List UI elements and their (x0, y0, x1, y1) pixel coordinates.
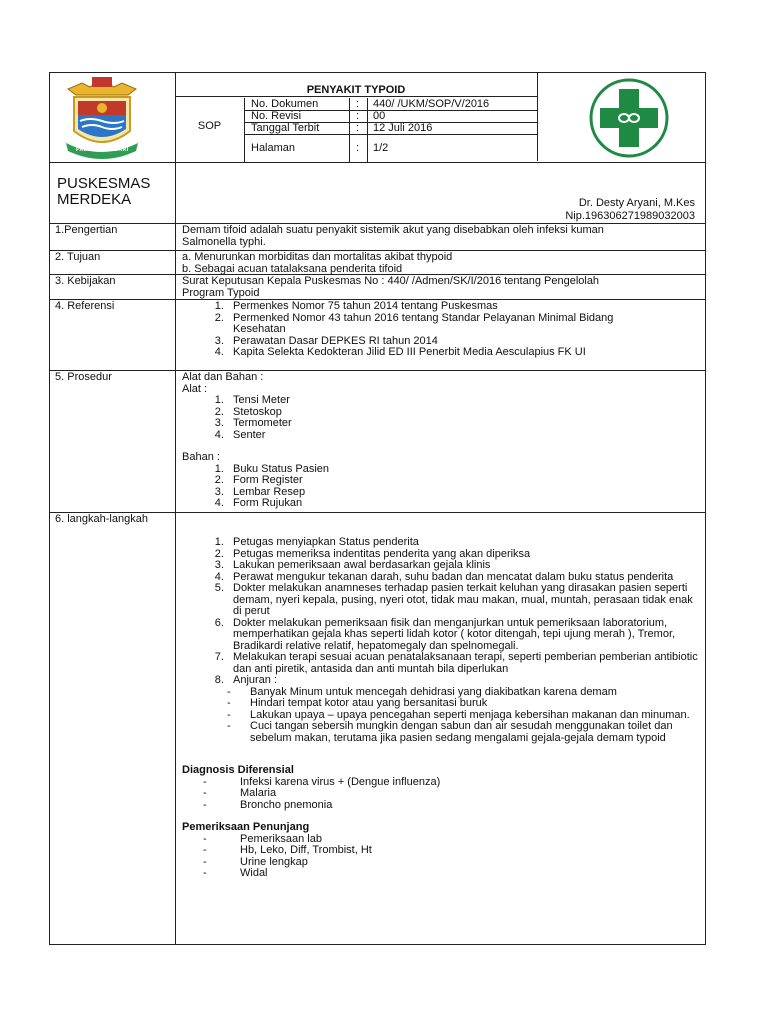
row-kebijakan (49, 275, 706, 300)
list-item: 5. Dokter melakukan anamneses terhadap pasien terkait keluhan yang dirasakan pasien seperti demam, nyeri kepala, pusing, nyeri otot, tidak mau makan, mual, muntah, perasaan tidak enak di perut (227, 583, 699, 618)
list-item: - Hindari tempat kotor atau yang bersanitasi buruk (182, 698, 699, 710)
list-item: 3. Termometer (227, 418, 699, 430)
prosedur-heading: Alat dan Bahan : (182, 371, 264, 383)
list-item: 4. Kapita Selekta Kedokteran Jilid ED III Penerbit Media Aesculapius FK UI (227, 347, 659, 359)
row-content (176, 513, 705, 944)
signatory-name: Dr. Desty Aryani, M.Kes (578, 197, 695, 209)
meta-label-revisi: No. Revisi (251, 110, 302, 122)
list-item: - Lakukan upaya – upaya pencegahan seperti menjaga kebersihan makanan dan minuman. (182, 710, 699, 722)
list-item: - Infeksi karena virus + (Dengue influenza) (182, 777, 699, 789)
row-langkah (49, 513, 706, 945)
meta-sep: : (356, 110, 360, 122)
row-content (176, 251, 705, 274)
meta-value-revisi: 00 (373, 110, 386, 122)
doc-type: SOP (197, 120, 222, 132)
list-item: - Cuci tangan sebersih mungkin dengan sabun dan air sesudah menggunakan toilet dan sebelum makan, terutama jika pasien sedang mengalami gejala-gejala demam typoid (182, 721, 699, 744)
meta-sep: : (356, 122, 360, 134)
list-item: 3. Lembar Resep (227, 487, 699, 499)
list-item: 1. Petugas menyiapkan Status penderita (227, 537, 699, 549)
row-label: 5. Prosedur (50, 371, 176, 512)
signatory-nip: Nip.196306271989032003 (565, 210, 695, 222)
list-item: 1. Permenkes Nomor 75 tahun 2014 tentang Puskesmas (227, 301, 659, 313)
sop-document (49, 72, 706, 945)
doc-meta-table (244, 98, 538, 162)
row-label: 1.Pengertian (50, 224, 176, 250)
tujuan-item: b. Sebagai acuan tatalaksana penderita tifoid (182, 262, 403, 275)
crest-caption: PALEMBANG BARI (76, 147, 129, 153)
list-item: 1. Buku Status Pasien (227, 464, 699, 476)
list-item: 8. Anjuran : (227, 675, 699, 687)
list-item: 1. Tensi Meter (227, 395, 699, 407)
penunjang-title: Pemeriksaan Penunjang (182, 821, 310, 833)
meta-value-dokumen: 440/ /UKM/SOP/V/2016 (373, 98, 490, 110)
penunjang-list (182, 834, 699, 880)
org-name-line2: MERDEKA (57, 191, 132, 208)
palembang-crest-icon (56, 75, 148, 159)
meta-value-halaman: 1/2 (373, 142, 389, 154)
list-item: 4. Perawat mengukur tekanan darah, suhu badan dan mencatat dalam buku status penderita (227, 572, 699, 584)
meta-label-dokumen: No. Dokumen (251, 98, 319, 110)
row-tujuan (49, 251, 706, 275)
kebijakan-line: Program Typoid (182, 286, 260, 299)
list-item: - Malaria (182, 788, 699, 800)
row-content (176, 300, 705, 370)
list-item: 4. Form Rujukan (227, 498, 699, 510)
meta-label-halaman: Halaman (251, 142, 296, 154)
row-label: 4. Referensi (50, 300, 176, 370)
referensi-list (182, 301, 699, 359)
anjuran-list (182, 687, 699, 745)
doc-title: PENYAKIT TYPOID (306, 84, 406, 96)
diagnosis-title: Diagnosis Diferensial (182, 764, 294, 776)
row-label: 6. langkah-langkah (50, 513, 176, 944)
list-item: - Urine lengkap (182, 857, 699, 869)
list-item: 3. Lakukan pemeriksaan awal berdasarkan gejala klinis (227, 560, 699, 572)
row-label: 2. Tujuan (50, 251, 176, 274)
meta-sep: : (356, 98, 360, 110)
diagnosis-list (182, 777, 699, 812)
pengertian-line: Demam tifoid adalah suatu penyakit sistemik akut yang disebabkan oleh infeksi kuman (182, 224, 604, 236)
alat-list (182, 395, 699, 441)
list-item: 6. Dokter melakukan pemeriksaan fisik dan menganjurkan untuk pemeriksaan laboratorium, memperhatikan gejala khas seperti lidah kotor ( kotor ditengah, tepi ujung merah ), Tremor, Bradikardi relative relatif, hepatomegaly dan spelnomegali. (227, 618, 699, 653)
bahan-list (182, 464, 699, 510)
kebijakan-line: Surat Keputusan Kepala Puskesmas No : 440/ /Admen/SK/I/2016 tentang Pengelolah (182, 275, 600, 287)
meta-sep: : (356, 142, 360, 154)
list-item: - Banyak Minum untuk mencegah dehidrasi yang diakibatkan karena demam (182, 687, 699, 699)
row-prosedur (49, 371, 706, 513)
alat-label: Alat : (182, 382, 208, 395)
list-item: 2. Petugas memeriksa indentitas penderita yang akan diperiksa (227, 549, 699, 561)
row-content (176, 371, 705, 512)
list-item: - Broncho pnemonia (182, 800, 699, 812)
row-content (176, 224, 705, 250)
meta-label-terbit: Tanggal Terbit (251, 122, 320, 134)
list-item: 2. Stetoskop (227, 407, 699, 419)
row-referensi (49, 300, 706, 371)
list-item: 4. Senter (227, 430, 699, 442)
list-item: 2. Form Register (227, 475, 699, 487)
list-item: - Pemeriksaan lab (182, 834, 699, 846)
bahan-label: Bahan : (182, 451, 220, 463)
list-item: 7. Melakukan terapi sesuai acuan penatalaksanaan terapi, seperti pemberian pemberian antibiotic dan anti piretik, antasida dan anti muntah bila diperlukan (227, 652, 699, 675)
list-item: - Hb, Leko, Diff, Trombist, Ht (182, 845, 699, 857)
row-pengertian (49, 224, 706, 251)
list-item: - Widal (182, 868, 699, 880)
langkah-list (182, 537, 699, 687)
row-label: 3. Kebijakan (50, 275, 176, 299)
pengertian-line: Salmonella typhi. (182, 235, 266, 248)
green-cross-logo-icon (588, 77, 670, 159)
list-item: 3. Perawatan Dasar DEPKES RI tahun 2014 (227, 336, 659, 348)
meta-value-terbit: 12 Juli 2016 (373, 122, 433, 134)
sop-header (49, 72, 706, 224)
org-name-line1: PUSKESMAS (57, 175, 151, 192)
row-content (176, 275, 705, 299)
list-item: 2. Permenked Nomor 43 tahun 2016 tentang Standar Pelayanan Minimal Bidang Kesehatan (227, 313, 659, 336)
tujuan-item: a. Menurunkan morbiditas dan mortalitas akibat thypoid (182, 251, 453, 263)
